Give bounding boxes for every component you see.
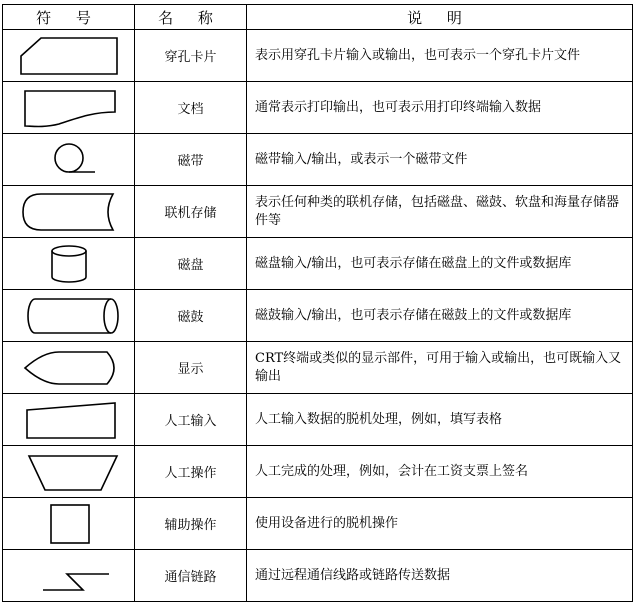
row-name: 磁盘 bbox=[135, 238, 247, 290]
magnetic-disk-icon bbox=[13, 242, 125, 286]
communication-link-icon bbox=[13, 554, 125, 598]
table-row bbox=[3, 394, 633, 446]
row-description: 表示任何种类的联机存储，包括磁盘、磁鼓、软盘和海量存储器件等 bbox=[247, 186, 633, 238]
row-description: 人工输入数据的脱机处理，例如，填写表格 bbox=[247, 394, 633, 446]
row-name: 显示 bbox=[135, 342, 247, 394]
table-row bbox=[3, 342, 633, 394]
table-row bbox=[3, 238, 633, 290]
row-name: 人工操作 bbox=[135, 446, 247, 498]
table-row bbox=[3, 186, 633, 238]
magnetic-tape-icon bbox=[13, 138, 125, 182]
flowchart-symbol-table bbox=[2, 4, 633, 602]
table-row bbox=[3, 134, 633, 186]
table-row bbox=[3, 30, 633, 82]
table-row bbox=[3, 446, 633, 498]
online-storage-icon bbox=[13, 190, 125, 234]
row-description: 通常表示打印输出，也可表示用打印终端输入数据 bbox=[247, 82, 633, 134]
row-description: 使用设备进行的脱机操作 bbox=[247, 498, 633, 550]
header-description: 说 明 bbox=[247, 5, 633, 30]
row-description: 磁鼓输入/输出，也可表示存储在磁鼓上的文件或数据库 bbox=[247, 290, 633, 342]
row-name: 联机存储 bbox=[135, 186, 247, 238]
table-row bbox=[3, 82, 633, 134]
row-name: 文档 bbox=[135, 82, 247, 134]
table-row bbox=[3, 498, 633, 550]
table-row bbox=[3, 550, 633, 602]
table-row bbox=[3, 290, 633, 342]
header-row bbox=[3, 5, 633, 30]
magnetic-drum-icon bbox=[13, 294, 125, 338]
punch-card-icon bbox=[13, 34, 125, 78]
row-name: 通信链路 bbox=[135, 550, 247, 602]
row-description: 磁盘输入/输出，也可表示存储在磁盘上的文件或数据库 bbox=[247, 238, 633, 290]
manual-operation-icon bbox=[13, 450, 125, 494]
row-name: 穿孔卡片 bbox=[135, 30, 247, 82]
row-name: 辅助操作 bbox=[135, 498, 247, 550]
row-description: 通过远程通信线路或链路传送数据 bbox=[247, 550, 633, 602]
auxiliary-operation-icon bbox=[13, 502, 125, 546]
header-symbol: 符 号 bbox=[3, 5, 135, 30]
display-icon bbox=[13, 346, 125, 390]
row-description: 表示用穿孔卡片输入或输出，也可表示一个穿孔卡片文件 bbox=[247, 30, 633, 82]
header-name: 名 称 bbox=[135, 5, 247, 30]
row-name: 磁鼓 bbox=[135, 290, 247, 342]
row-name: 磁带 bbox=[135, 134, 247, 186]
manual-input-icon bbox=[13, 398, 125, 442]
row-description: 人工完成的处理，例如，会计在工资支票上签名 bbox=[247, 446, 633, 498]
row-description: 磁带输入/输出，或表示一个磁带文件 bbox=[247, 134, 633, 186]
row-name: 人工输入 bbox=[135, 394, 247, 446]
row-description: CRT终端或类似的显示部件，可用于输入或输出，也可既输入又输出 bbox=[247, 342, 633, 394]
document-icon bbox=[13, 86, 125, 130]
